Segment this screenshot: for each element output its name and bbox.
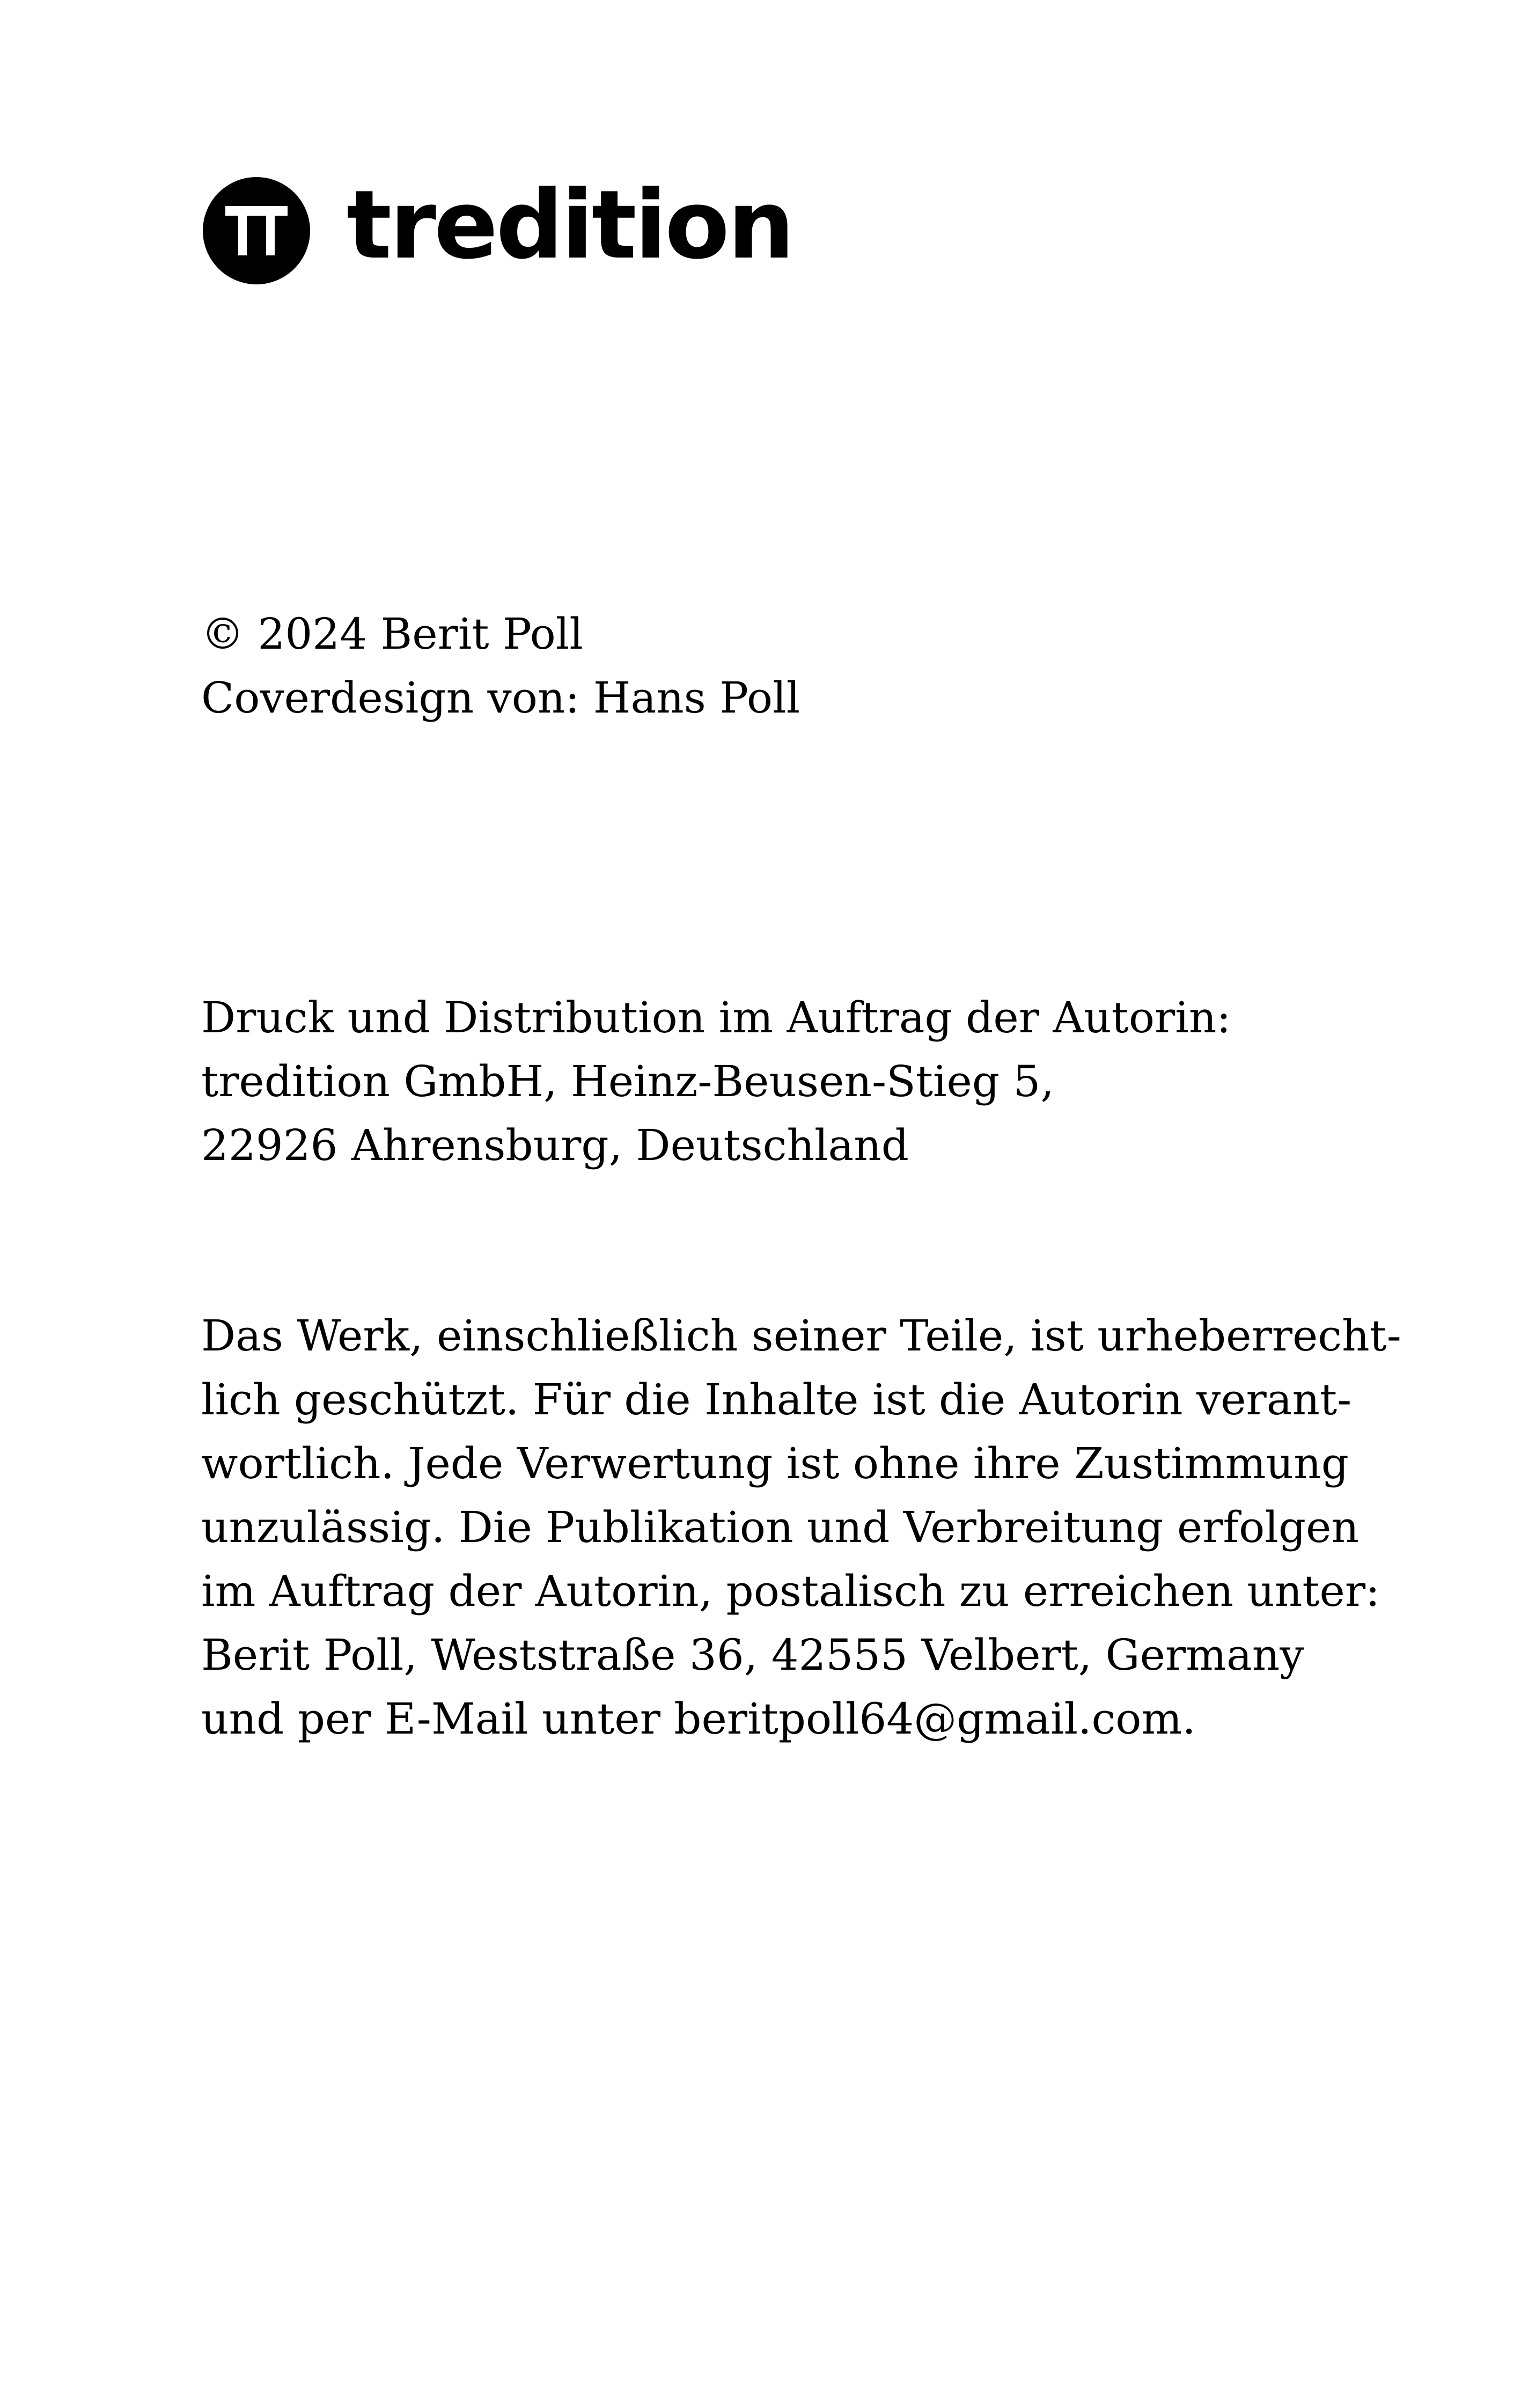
print-distribution-block xyxy=(201,986,1231,1177)
rights-notice-block xyxy=(201,1304,1401,1751)
rights-notice-line: Das Werk, einschließlich seiner Teile, ist urheberrecht- xyxy=(201,1311,1401,1361)
publisher-logo xyxy=(203,170,793,284)
print-distribution-line: tredition GmbH, Heinz-Beusen-Stieg 5, xyxy=(201,1056,1054,1106)
rights-notice-line: lich geschützt. Für die Inhalte ist die Autorin verant- xyxy=(201,1375,1352,1425)
cover-design-line: Coverdesign von: Hans Poll xyxy=(201,673,800,723)
print-distribution-line: 22926 Ahrensburg, Deutschland xyxy=(201,1120,909,1170)
rights-notice-line: im Auftrag der Autorin, postalisch zu erreichen unter: xyxy=(201,1566,1380,1616)
rights-notice-line: wortlich. Jede Verwertung ist ohne ihre Zustimmung xyxy=(201,1438,1349,1488)
rights-notice-line: Berit Poll, Weststraße 36, 42555 Velbert, Germany xyxy=(201,1630,1304,1680)
tredition-logo-icon xyxy=(203,177,310,284)
copyright-line: © 2024 Berit Poll xyxy=(201,609,583,659)
rights-notice-line: unzulässig. Die Publikation und Verbreitung erfolgen xyxy=(201,1502,1359,1552)
copyright-block xyxy=(201,602,800,730)
print-distribution-line: Druck und Distribution im Auftrag der Autorin: xyxy=(201,993,1231,1043)
rights-notice-line: und per E-Mail unter beritpoll64@gmail.com. xyxy=(201,1694,1196,1744)
publisher-logo-wordmark: tredition xyxy=(347,170,793,280)
